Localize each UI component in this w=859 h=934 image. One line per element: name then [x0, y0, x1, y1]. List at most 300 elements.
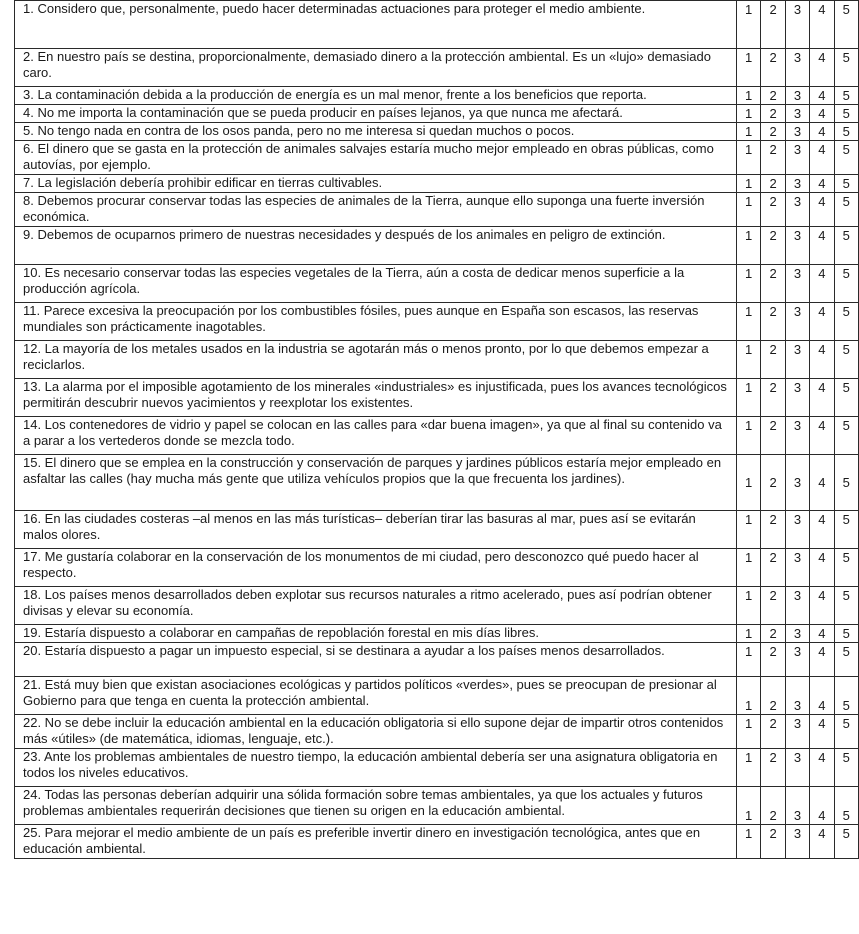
likert-option-2[interactable]: [761, 511, 785, 549]
likert-option-5[interactable]: [834, 455, 858, 511]
likert-option-5[interactable]: [834, 643, 858, 677]
likert-option-3[interactable]: [785, 511, 809, 549]
likert-option-4[interactable]: [810, 379, 834, 417]
likert-option-3[interactable]: [785, 341, 809, 379]
likert-option-label: 5: [842, 644, 850, 659]
likert-option-5[interactable]: [834, 105, 858, 123]
likert-option-label: 4: [818, 475, 826, 490]
likert-option-label: 2: [769, 716, 777, 731]
likert-option-5[interactable]: [834, 175, 858, 193]
likert-option-4[interactable]: [810, 49, 834, 87]
survey-row: [15, 417, 859, 455]
likert-option-label: 2: [769, 588, 777, 603]
likert-option-label: 4: [818, 2, 826, 17]
likert-option-4[interactable]: [810, 175, 834, 193]
likert-option-label: 5: [842, 124, 850, 139]
likert-option-4[interactable]: [810, 643, 834, 677]
likert-option-5[interactable]: [834, 141, 858, 175]
likert-option-label: 1: [745, 716, 753, 731]
likert-option-label: 5: [842, 50, 850, 65]
likert-option-2[interactable]: [761, 175, 785, 193]
likert-option-3[interactable]: [785, 715, 809, 749]
survey-row: [15, 227, 859, 265]
likert-option-2[interactable]: [761, 587, 785, 625]
survey-question-text: 7. La legislación debería prohibir edificar en tierras cultivables.: [23, 175, 383, 190]
attitude-survey-table: [14, 0, 859, 859]
survey-row: [15, 141, 859, 175]
survey-question: [15, 105, 737, 123]
likert-option-label: 5: [842, 475, 850, 490]
likert-option-label: 2: [769, 228, 777, 243]
likert-option-label: 3: [793, 588, 802, 603]
likert-option-1[interactable]: [736, 455, 760, 511]
likert-option-3[interactable]: [785, 123, 809, 141]
likert-option-label: 2: [769, 418, 777, 433]
likert-option-label: 5: [842, 2, 850, 17]
likert-option-label: 3: [793, 475, 802, 490]
likert-option-5[interactable]: [834, 265, 858, 303]
likert-option-label: 5: [842, 808, 850, 823]
likert-option-label: 2: [769, 380, 777, 395]
likert-option-4[interactable]: [810, 455, 834, 511]
survey-question: [15, 341, 737, 379]
likert-option-label: 1: [745, 588, 753, 603]
likert-option-label: 1: [745, 512, 753, 527]
likert-option-label: 1: [745, 50, 753, 65]
likert-option-4[interactable]: [810, 87, 834, 105]
likert-option-3[interactable]: [785, 1, 809, 49]
likert-option-2[interactable]: [761, 749, 785, 787]
likert-option-4[interactable]: [810, 625, 834, 643]
survey-question-text: 20. Estaría dispuesto a pagar un impuesto especial, si se destinara a ayudar a los países menos desarrollados.: [23, 643, 665, 658]
survey-question: [15, 87, 737, 105]
likert-option-label: 2: [769, 2, 777, 17]
survey-row: [15, 379, 859, 417]
survey-row: [15, 455, 859, 511]
likert-option-1[interactable]: [736, 587, 760, 625]
likert-option-label: 1: [745, 550, 753, 565]
likert-option-5[interactable]: [834, 825, 858, 859]
likert-option-1[interactable]: [736, 265, 760, 303]
likert-option-label: 2: [769, 808, 777, 823]
likert-option-label: 1: [745, 418, 753, 433]
likert-option-label: 2: [769, 266, 777, 281]
survey-question-text: 14. Los contenedores de vidrio y papel se colocan en las calles para «dar buena imagen», ya que al final su contenido va a parar a los vertederos donde se mezcla todo.: [23, 417, 722, 448]
likert-option-2[interactable]: [761, 193, 785, 227]
likert-option-label: 5: [842, 380, 850, 395]
likert-option-label: 1: [745, 644, 753, 659]
likert-option-4[interactable]: [810, 105, 834, 123]
likert-option-label: 4: [818, 342, 826, 357]
likert-option-3[interactable]: [785, 265, 809, 303]
likert-option-2[interactable]: [761, 715, 785, 749]
likert-option-4[interactable]: [810, 677, 834, 715]
survey-body: [15, 1, 859, 859]
likert-option-1[interactable]: [736, 87, 760, 105]
likert-option-4[interactable]: [810, 341, 834, 379]
likert-option-label: 4: [818, 418, 826, 433]
likert-option-5[interactable]: [834, 549, 858, 587]
likert-option-4[interactable]: [810, 1, 834, 49]
likert-option-label: 5: [842, 698, 850, 713]
likert-option-1[interactable]: [736, 715, 760, 749]
survey-question-text: 24. Todas las personas deberían adquirir una sólida formación sobre temas ambientales, ya que los actuales y futuros problemas ambientales requerirán decisiones que tienen su origen en la educación ambiental.: [23, 787, 703, 818]
likert-option-5[interactable]: [834, 1, 858, 49]
likert-option-label: 5: [842, 418, 850, 433]
likert-option-1[interactable]: [736, 123, 760, 141]
likert-option-label: 2: [769, 124, 777, 139]
survey-row: [15, 49, 859, 87]
survey-question: [15, 303, 737, 341]
likert-option-label: 3: [793, 2, 802, 17]
likert-option-label: 1: [745, 380, 753, 395]
survey-row: [15, 175, 859, 193]
likert-option-label: 5: [842, 342, 850, 357]
likert-option-3[interactable]: [785, 587, 809, 625]
likert-option-label: 4: [818, 626, 826, 641]
survey-question-text: 25. Para mejorar el medio ambiente de un país es preferible invertir dinero en investigación tecnológica, antes que en educación ambiental.: [23, 825, 701, 856]
likert-option-4[interactable]: [810, 141, 834, 175]
likert-option-5[interactable]: [834, 49, 858, 87]
likert-option-1[interactable]: [736, 749, 760, 787]
likert-option-1[interactable]: [736, 825, 760, 859]
likert-option-label: 4: [818, 194, 826, 209]
likert-option-5[interactable]: [834, 341, 858, 379]
likert-option-3[interactable]: [785, 677, 809, 715]
survey-question: [15, 825, 737, 859]
likert-option-4[interactable]: [810, 123, 834, 141]
survey-question: [15, 175, 737, 193]
likert-option-label: 2: [769, 106, 777, 121]
likert-option-label: 5: [842, 88, 850, 103]
likert-option-label: 3: [793, 808, 802, 823]
survey-question: [15, 787, 737, 825]
likert-option-label: 2: [769, 550, 777, 565]
likert-option-label: 2: [769, 50, 777, 65]
survey-row: [15, 123, 859, 141]
likert-option-label: 2: [769, 194, 777, 209]
likert-option-4[interactable]: [810, 265, 834, 303]
likert-option-5[interactable]: [834, 193, 858, 227]
likert-option-1[interactable]: [736, 677, 760, 715]
survey-question-text: 9. Debemos de ocuparnos primero de nuestras necesidades y después de los animales en peligro de extinción.: [23, 227, 666, 242]
likert-option-3[interactable]: [785, 141, 809, 175]
likert-option-label: 1: [745, 342, 753, 357]
likert-option-label: 5: [842, 626, 850, 641]
likert-option-label: 1: [745, 88, 753, 103]
likert-option-label: 3: [793, 142, 802, 157]
likert-option-1[interactable]: [736, 625, 760, 643]
likert-option-5[interactable]: [834, 123, 858, 141]
likert-option-label: 3: [793, 88, 802, 103]
survey-question-text: 17. Me gustaría colaborar en la conservación de los monumentos de mi ciudad, pero desconozco qué puedo hacer al respecto.: [23, 549, 699, 580]
survey-question: [15, 1, 737, 49]
likert-option-5[interactable]: [834, 625, 858, 643]
likert-option-label: 4: [818, 88, 826, 103]
survey-row: [15, 265, 859, 303]
survey-question: [15, 677, 737, 715]
likert-option-label: 1: [745, 304, 753, 319]
likert-option-4[interactable]: [810, 749, 834, 787]
survey-row: [15, 715, 859, 749]
survey-question: [15, 455, 737, 511]
likert-option-label: 5: [842, 194, 850, 209]
likert-option-2[interactable]: [761, 455, 785, 511]
likert-option-2[interactable]: [761, 123, 785, 141]
likert-option-5[interactable]: [834, 87, 858, 105]
likert-option-label: 1: [745, 228, 753, 243]
likert-option-5[interactable]: [834, 303, 858, 341]
likert-option-1[interactable]: [736, 175, 760, 193]
likert-option-5[interactable]: [834, 511, 858, 549]
likert-option-3[interactable]: [785, 49, 809, 87]
survey-question-text: 18. Los países menos desarrollados deben explotar sus recursos naturales a ritmo acelerado, pues así podrían obtener divisas y elevar su economía.: [23, 587, 712, 618]
likert-option-3[interactable]: [785, 549, 809, 587]
likert-option-label: 4: [818, 176, 826, 191]
likert-option-label: 3: [793, 626, 802, 641]
likert-option-2[interactable]: [761, 825, 785, 859]
likert-option-2[interactable]: [761, 87, 785, 105]
likert-option-label: 2: [769, 750, 777, 765]
survey-question-text: 16. En las ciudades costeras –al menos en las más turísticas– deberían tirar las basuras al mar, pues así se evitarán malos olores.: [23, 511, 696, 542]
likert-option-4[interactable]: [810, 417, 834, 455]
likert-option-4[interactable]: [810, 825, 834, 859]
likert-option-label: 4: [818, 124, 826, 139]
likert-option-2[interactable]: [761, 643, 785, 677]
survey-question-text: 5. No tengo nada en contra de los osos panda, pero no me interesa si quedan muchos o pocos.: [23, 123, 575, 138]
survey-question: [15, 549, 737, 587]
likert-option-label: 3: [793, 380, 802, 395]
likert-option-label: 2: [769, 176, 777, 191]
likert-option-1[interactable]: [736, 643, 760, 677]
survey-question: [15, 511, 737, 549]
survey-question-text: 22. No se debe incluir la educación ambiental en la educación obligatoria si ello supone dejar de impartir otros contenidos más «útiles» (de matemática, idiomas, lenguaje, etc.).: [23, 715, 724, 746]
survey-row: [15, 677, 859, 715]
likert-option-4[interactable]: [810, 511, 834, 549]
likert-option-label: 2: [769, 626, 777, 641]
likert-option-4[interactable]: [810, 715, 834, 749]
likert-option-label: 2: [769, 644, 777, 659]
likert-option-1[interactable]: [736, 341, 760, 379]
survey-question: [15, 417, 737, 455]
likert-option-2[interactable]: [761, 341, 785, 379]
likert-option-label: 5: [842, 142, 850, 157]
likert-option-5[interactable]: [834, 677, 858, 715]
survey-question-text: 10. Es necesario conservar todas las especies vegetales de la Tierra, aún a costa de dedicar menos superficie a la producción agrícola.: [23, 265, 685, 296]
likert-option-2[interactable]: [761, 417, 785, 455]
likert-option-2[interactable]: [761, 303, 785, 341]
likert-option-1[interactable]: [736, 49, 760, 87]
survey-row: [15, 105, 859, 123]
likert-option-label: 1: [745, 176, 753, 191]
survey-question-text: 19. Estaría dispuesto a colaborar en campañas de repoblación forestal en mis días libres.: [23, 625, 539, 640]
likert-option-1[interactable]: [736, 1, 760, 49]
likert-option-3[interactable]: [785, 379, 809, 417]
likert-option-label: 2: [769, 475, 777, 490]
likert-option-2[interactable]: [761, 787, 785, 825]
likert-option-label: 5: [842, 228, 850, 243]
survey-row: [15, 303, 859, 341]
survey-question: [15, 643, 737, 677]
likert-option-label: 5: [842, 826, 850, 841]
likert-option-label: 5: [842, 750, 850, 765]
survey-question-text: 2. En nuestro país se destina, proporcionalmente, demasiado dinero a la protección ambiental. Es un «lujo» demasiado caro.: [23, 49, 711, 80]
likert-option-label: 5: [842, 588, 850, 603]
likert-option-label: 1: [745, 826, 753, 841]
survey-question: [15, 123, 737, 141]
survey-question-text: 6. El dinero que se gasta en la protección de animales salvajes estaría mucho mejor empleado en obras públicas, como autovías, por ejemplo.: [23, 141, 714, 172]
likert-option-label: 3: [793, 716, 802, 731]
survey-question: [15, 379, 737, 417]
likert-option-3[interactable]: [785, 193, 809, 227]
likert-option-2[interactable]: [761, 379, 785, 417]
likert-option-label: 2: [769, 304, 777, 319]
likert-option-label: 5: [842, 106, 850, 121]
likert-option-3[interactable]: [785, 625, 809, 643]
likert-option-4[interactable]: [810, 303, 834, 341]
survey-question: [15, 587, 737, 625]
likert-option-3[interactable]: [785, 303, 809, 341]
likert-option-1[interactable]: [736, 303, 760, 341]
likert-option-label: 3: [793, 228, 802, 243]
likert-option-1[interactable]: [736, 379, 760, 417]
likert-option-1[interactable]: [736, 105, 760, 123]
likert-option-label: 4: [818, 380, 826, 395]
likert-option-3[interactable]: [785, 787, 809, 825]
likert-option-1[interactable]: [736, 141, 760, 175]
likert-option-2[interactable]: [761, 105, 785, 123]
survey-question: [15, 265, 737, 303]
likert-option-label: 5: [842, 512, 850, 527]
likert-option-5[interactable]: [834, 227, 858, 265]
likert-option-label: 3: [793, 698, 802, 713]
likert-option-label: 1: [745, 106, 753, 121]
survey-question-text: 11. Parece excesiva la preocupación por los combustibles fósiles, pues aunque en España son escasos, las reservas mundiales son prácticamente inagotables.: [23, 303, 699, 334]
likert-option-label: 5: [842, 304, 850, 319]
survey-question: [15, 715, 737, 749]
survey-question-text: 13. La alarma por el imposible agotamiento de los minerales «industriales» es injustificada, pues los avances tecnológicos permitirán descubrir nuevos yacimientos y reexplotar los existentes.: [23, 379, 727, 410]
likert-option-label: 2: [769, 142, 777, 157]
likert-option-5[interactable]: [834, 417, 858, 455]
likert-option-label: 4: [818, 228, 826, 243]
likert-option-label: 3: [793, 124, 802, 139]
likert-option-label: 4: [818, 644, 826, 659]
likert-option-label: 3: [793, 176, 802, 191]
likert-option-3[interactable]: [785, 455, 809, 511]
likert-option-label: 1: [745, 808, 753, 823]
survey-row: [15, 787, 859, 825]
likert-option-label: 2: [769, 698, 777, 713]
likert-option-5[interactable]: [834, 379, 858, 417]
likert-option-3[interactable]: [785, 105, 809, 123]
likert-option-label: 4: [818, 808, 826, 823]
likert-option-2[interactable]: [761, 625, 785, 643]
likert-option-label: 5: [842, 266, 850, 281]
survey-row: [15, 193, 859, 227]
survey-question: [15, 141, 737, 175]
likert-option-3[interactable]: [785, 749, 809, 787]
likert-option-5[interactable]: [834, 787, 858, 825]
likert-option-4[interactable]: [810, 193, 834, 227]
likert-option-3[interactable]: [785, 643, 809, 677]
likert-option-3[interactable]: [785, 175, 809, 193]
likert-option-4[interactable]: [810, 549, 834, 587]
likert-option-2[interactable]: [761, 677, 785, 715]
survey-row: [15, 587, 859, 625]
likert-option-label: 4: [818, 750, 826, 765]
likert-option-label: 4: [818, 826, 826, 841]
likert-option-5[interactable]: [834, 587, 858, 625]
survey-question: [15, 625, 737, 643]
survey-row: [15, 749, 859, 787]
likert-option-label: 4: [818, 698, 826, 713]
likert-option-1[interactable]: [736, 511, 760, 549]
likert-option-1[interactable]: [736, 227, 760, 265]
likert-option-2[interactable]: [761, 141, 785, 175]
survey-question-text: 4. No me importa la contaminación que se pueda producir en países lejanos, ya que nunca me afectará.: [23, 105, 623, 120]
likert-option-label: 4: [818, 716, 826, 731]
likert-option-2[interactable]: [761, 265, 785, 303]
survey-question-text: 23. Ante los problemas ambientales de nuestro tiempo, la educación ambiental debería ser una asignatura obligatoria en todos los niveles educativos.: [23, 749, 718, 780]
survey-question: [15, 193, 737, 227]
likert-option-label: 5: [842, 176, 850, 191]
likert-option-label: 3: [793, 418, 802, 433]
likert-option-label: 4: [818, 266, 826, 281]
likert-option-label: 5: [842, 716, 850, 731]
likert-option-1[interactable]: [736, 417, 760, 455]
survey-question-text: 12. La mayoría de los metales usados en la industria se agotarán más o menos pronto, por lo que debemos empezar a reciclarlos.: [23, 341, 709, 372]
survey-question-text: 8. Debemos procurar conservar todas las especies de animales de la Tierra, aunque ello suponga una fuerte inversión económica.: [23, 193, 705, 224]
likert-option-2[interactable]: [761, 49, 785, 87]
likert-option-2[interactable]: [761, 227, 785, 265]
survey-question: [15, 49, 737, 87]
likert-option-3[interactable]: [785, 87, 809, 105]
survey-question-text: 21. Está muy bien que existan asociaciones ecológicas y partidos políticos «verdes», pues se preocupan de presionar al Gobierno para que tenga en cuenta la protección ambiental.: [23, 677, 717, 708]
likert-option-label: 3: [793, 644, 802, 659]
likert-option-label: 1: [745, 626, 753, 641]
survey-row: [15, 643, 859, 677]
survey-row: [15, 87, 859, 105]
likert-option-label: 2: [769, 512, 777, 527]
survey-row: [15, 549, 859, 587]
likert-option-label: 3: [793, 304, 802, 319]
likert-option-2[interactable]: [761, 549, 785, 587]
likert-option-4[interactable]: [810, 787, 834, 825]
likert-option-2[interactable]: [761, 1, 785, 49]
survey-row: [15, 511, 859, 549]
likert-option-3[interactable]: [785, 825, 809, 859]
likert-option-label: 1: [745, 194, 753, 209]
likert-option-label: 1: [745, 2, 753, 17]
likert-option-5[interactable]: [834, 715, 858, 749]
likert-option-5[interactable]: [834, 749, 858, 787]
likert-option-1[interactable]: [736, 549, 760, 587]
likert-option-4[interactable]: [810, 587, 834, 625]
likert-option-4[interactable]: [810, 227, 834, 265]
likert-option-1[interactable]: [736, 787, 760, 825]
likert-option-label: 3: [793, 550, 802, 565]
likert-option-label: 3: [793, 826, 802, 841]
likert-option-label: 3: [793, 50, 802, 65]
likert-option-label: 1: [745, 475, 753, 490]
likert-option-3[interactable]: [785, 417, 809, 455]
likert-option-1[interactable]: [736, 193, 760, 227]
likert-option-3[interactable]: [785, 227, 809, 265]
likert-option-label: 4: [818, 588, 826, 603]
likert-option-label: 4: [818, 550, 826, 565]
likert-option-label: 2: [769, 826, 777, 841]
likert-option-label: 1: [745, 266, 753, 281]
